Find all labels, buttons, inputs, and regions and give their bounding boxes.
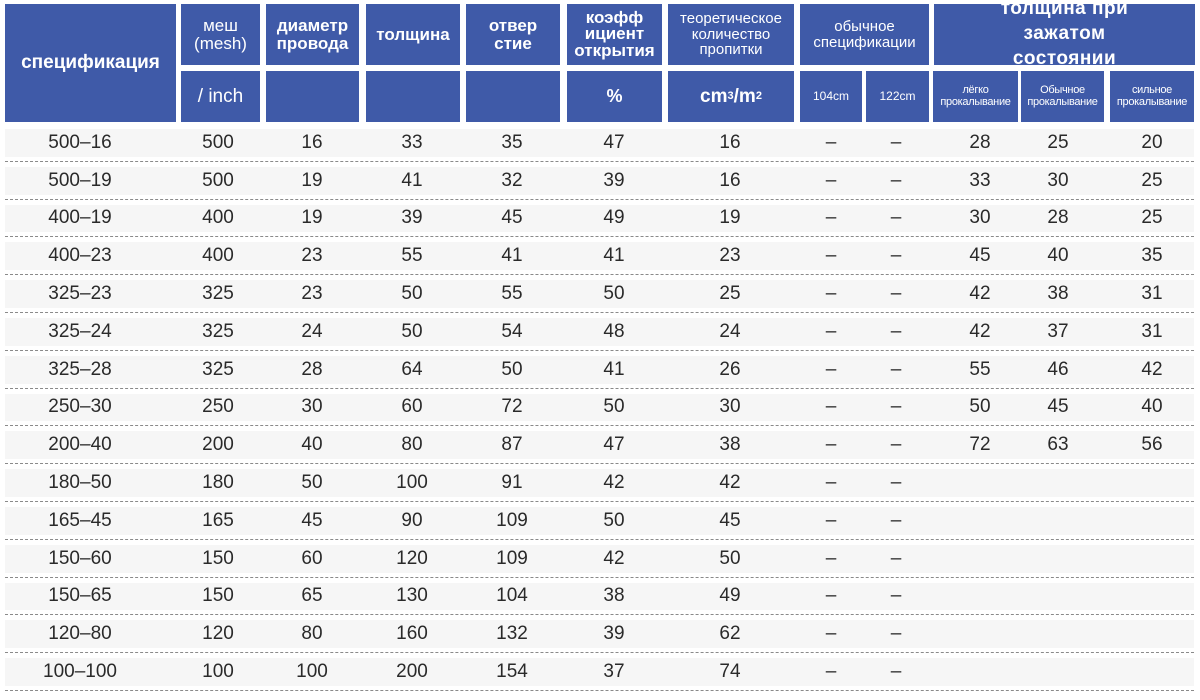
cell-theoretical: 26	[719, 358, 741, 380]
cell-clamped-normal: 38	[1047, 283, 1069, 305]
cell-clamped-strong	[1102, 578, 1200, 616]
cell-theoretical: 38	[719, 434, 741, 456]
cell-clamped-light: 50	[969, 396, 991, 418]
cell-clamped-strong: 25	[1141, 207, 1163, 229]
table-row	[0, 615, 1200, 653]
cell-thickness: 64	[401, 358, 423, 380]
cell-coefficient: 47	[603, 131, 625, 153]
cell-opening: 72	[501, 396, 523, 418]
cell-theoretical: 25	[719, 283, 741, 305]
cell-regular-104: –	[825, 320, 837, 342]
header-diameter: диаметр провода	[266, 4, 359, 65]
table-row	[0, 426, 1200, 464]
cell-mesh: 500	[202, 169, 234, 191]
cell-theoretical: 42	[719, 472, 741, 494]
cell-regular-104: –	[825, 472, 837, 494]
cell-clamped-strong: 31	[1141, 283, 1163, 305]
cell-clamped-normal: 40	[1047, 245, 1069, 267]
unit-exp-3: 3	[727, 89, 734, 102]
table-row	[0, 313, 1200, 351]
header-regular-122: 122cm	[866, 71, 929, 122]
cell-opening: 91	[501, 472, 523, 494]
cell-thickness: 50	[401, 283, 423, 305]
cell-mesh: 325	[202, 358, 234, 380]
cell-regular-104: –	[825, 509, 837, 531]
cell-opening: 104	[496, 585, 528, 607]
cell-thickness: 80	[401, 434, 423, 456]
cell-theoretical: 74	[719, 661, 741, 683]
cell-diameter: 40	[301, 434, 323, 456]
table-row	[0, 200, 1200, 238]
cell-theoretical: 16	[719, 169, 741, 191]
cell-clamped-normal	[1008, 615, 1108, 653]
cell-spec: 400–23	[48, 245, 112, 267]
cell-theoretical: 19	[719, 207, 741, 229]
cell-clamped-light: 55	[969, 358, 991, 380]
header-clamped-normal: Обычное прокалывание	[1021, 71, 1104, 122]
cell-clamped-normal	[1008, 540, 1108, 578]
header-clamped-strong: сильное прокалывание	[1110, 71, 1194, 122]
cell-spec: 100–100	[43, 661, 117, 683]
cell-spec: 325–23	[48, 283, 112, 305]
table-body	[0, 124, 1200, 691]
cell-coefficient: 41	[603, 358, 625, 380]
cell-coefficient: 37	[603, 661, 625, 683]
table-row	[0, 237, 1200, 275]
cell-opening: 87	[501, 434, 523, 456]
cell-clamped-normal	[1008, 578, 1108, 616]
cell-opening: 109	[496, 547, 528, 569]
cell-opening: 55	[501, 283, 523, 305]
table-row	[0, 389, 1200, 427]
cell-clamped-light: 28	[969, 131, 991, 153]
cell-spec: 200–40	[48, 434, 112, 456]
cell-regular-104: –	[825, 283, 837, 305]
cell-opening: 35	[501, 131, 523, 153]
cell-theoretical: 24	[719, 320, 741, 342]
cell-diameter: 23	[301, 245, 323, 267]
cell-mesh: 250	[202, 396, 234, 418]
header-clamped-light: лёгко прокалывание	[933, 71, 1018, 122]
cell-coefficient: 42	[603, 472, 625, 494]
cell-regular-104: –	[825, 207, 837, 229]
cell-clamped-strong: 40	[1141, 396, 1163, 418]
cell-thickness: 60	[401, 396, 423, 418]
cell-opening: 54	[501, 320, 523, 342]
header-coefficient: коэфф ициент открытия	[567, 4, 662, 65]
header-regular-104: 104cm	[800, 71, 862, 122]
cell-thickness: 33	[401, 131, 423, 153]
cell-coefficient: 41	[603, 245, 625, 267]
cell-regular-104: –	[825, 623, 837, 645]
cell-regular-104: –	[825, 169, 837, 191]
header-mesh: меш (mesh)	[181, 4, 260, 65]
cell-regular-122: –	[890, 320, 902, 342]
cell-clamped-light: 30	[969, 207, 991, 229]
cell-mesh: 150	[202, 547, 234, 569]
cell-coefficient: 47	[603, 434, 625, 456]
cell-clamped-normal	[1008, 502, 1108, 540]
header-theoretical: теоретическое количество пропитки	[668, 4, 794, 65]
table-row	[0, 653, 1200, 691]
cell-theoretical: 23	[719, 245, 741, 267]
cell-opening: 109	[496, 509, 528, 531]
cell-diameter: 30	[301, 396, 323, 418]
cell-regular-122: –	[890, 169, 902, 191]
cell-spec: 120–80	[48, 623, 112, 645]
cell-regular-122: –	[890, 472, 902, 494]
header-mesh-unit: / inch	[181, 71, 260, 122]
cell-diameter: 24	[301, 320, 323, 342]
cell-regular-122: –	[890, 358, 902, 380]
cell-thickness: 50	[401, 320, 423, 342]
table-row	[0, 540, 1200, 578]
cell-clamped-light: 42	[969, 283, 991, 305]
cell-clamped-light: 45	[969, 245, 991, 267]
cell-regular-122: –	[890, 245, 902, 267]
cell-clamped-strong: 35	[1141, 245, 1163, 267]
cell-thickness: 41	[401, 169, 423, 191]
row-divider	[5, 690, 1194, 691]
table-row	[0, 502, 1200, 540]
cell-mesh: 400	[202, 245, 234, 267]
cell-theoretical: 62	[719, 623, 741, 645]
unit-m: /m	[733, 85, 756, 107]
cell-opening: 154	[496, 661, 528, 683]
cell-diameter: 45	[301, 509, 323, 531]
cell-spec: 500–16	[48, 131, 112, 153]
cell-mesh: 150	[202, 585, 234, 607]
cell-thickness: 120	[396, 547, 428, 569]
cell-spec: 325–24	[48, 320, 112, 342]
header-theoretical-unit	[668, 71, 794, 122]
cell-thickness: 90	[401, 509, 423, 531]
cell-spec: 250–30	[48, 396, 112, 418]
header-clamped: толщина при зажатом состоянии	[934, 4, 1195, 65]
cell-clamped-normal: 37	[1047, 320, 1069, 342]
cell-coefficient: 50	[603, 509, 625, 531]
cell-clamped-strong: 42	[1141, 358, 1163, 380]
cell-clamped-strong: 56	[1141, 434, 1163, 456]
cell-diameter: 19	[301, 169, 323, 191]
cell-mesh: 100	[202, 661, 234, 683]
cell-spec: 500–19	[48, 169, 112, 191]
cell-diameter: 60	[301, 547, 323, 569]
header-coefficient-unit: %	[567, 71, 662, 122]
cell-regular-122: –	[890, 509, 902, 531]
cell-spec: 180–50	[48, 472, 112, 494]
cell-thickness: 160	[396, 623, 428, 645]
header-spec: спецификация	[5, 4, 176, 122]
cell-regular-122: –	[890, 207, 902, 229]
cell-coefficient: 42	[603, 547, 625, 569]
cell-clamped-normal: 63	[1047, 434, 1069, 456]
cell-clamped-strong: 20	[1141, 131, 1163, 153]
cell-mesh: 120	[202, 623, 234, 645]
cell-opening: 32	[501, 169, 523, 191]
cell-regular-104: –	[825, 547, 837, 569]
cell-coefficient: 49	[603, 207, 625, 229]
cell-clamped-normal: 28	[1047, 207, 1069, 229]
cell-coefficient: 38	[603, 585, 625, 607]
cell-theoretical: 50	[719, 547, 741, 569]
cell-clamped-normal	[1008, 464, 1108, 502]
unit-cm: cm	[700, 85, 728, 107]
cell-spec: 325–28	[48, 358, 112, 380]
cell-clamped-normal	[1008, 653, 1108, 691]
cell-clamped-strong	[1102, 464, 1200, 502]
cell-coefficient: 39	[603, 169, 625, 191]
cell-clamped-normal: 46	[1047, 358, 1069, 380]
cell-thickness: 130	[396, 585, 428, 607]
cell-diameter: 19	[301, 207, 323, 229]
cell-theoretical: 45	[719, 509, 741, 531]
cell-clamped-strong	[1102, 502, 1200, 540]
cell-regular-122: –	[890, 131, 902, 153]
cell-clamped-strong: 25	[1141, 169, 1163, 191]
header-thickness-unit	[366, 71, 460, 122]
cell-regular-122: –	[890, 661, 902, 683]
cell-clamped-light: 72	[969, 434, 991, 456]
cell-theoretical: 30	[719, 396, 741, 418]
cell-regular-104: –	[825, 245, 837, 267]
table-row	[0, 162, 1200, 200]
cell-coefficient: 39	[603, 623, 625, 645]
cell-clamped-normal: 45	[1047, 396, 1069, 418]
cell-thickness: 100	[396, 472, 428, 494]
cell-regular-104: –	[825, 358, 837, 380]
table-row	[0, 124, 1200, 162]
cell-regular-122: –	[890, 585, 902, 607]
cell-mesh: 400	[202, 207, 234, 229]
cell-diameter: 80	[301, 623, 323, 645]
cell-regular-122: –	[890, 434, 902, 456]
cell-diameter: 28	[301, 358, 323, 380]
cell-opening: 50	[501, 358, 523, 380]
cell-spec: 150–60	[48, 547, 112, 569]
cell-thickness: 200	[396, 661, 428, 683]
cell-regular-104: –	[825, 585, 837, 607]
cell-clamped-strong: 31	[1141, 320, 1163, 342]
header-regular-spec: обычное спецификации	[800, 4, 929, 65]
cell-mesh: 180	[202, 472, 234, 494]
cell-opening: 132	[496, 623, 528, 645]
cell-clamped-normal: 25	[1047, 131, 1069, 153]
cell-thickness: 39	[401, 207, 423, 229]
cell-diameter: 65	[301, 585, 323, 607]
cell-mesh: 165	[202, 509, 234, 531]
cell-clamped-strong	[1102, 653, 1200, 691]
table-row	[0, 578, 1200, 616]
cell-diameter: 100	[296, 661, 328, 683]
header-thickness: толщина	[366, 4, 460, 65]
header-diameter-unit	[266, 71, 359, 122]
cell-regular-104: –	[825, 131, 837, 153]
cell-clamped-strong	[1102, 615, 1200, 653]
cell-mesh: 200	[202, 434, 234, 456]
cell-clamped-light: 33	[969, 169, 991, 191]
table-row	[0, 464, 1200, 502]
table-row	[0, 275, 1200, 313]
cell-coefficient: 50	[603, 396, 625, 418]
cell-clamped-strong	[1102, 540, 1200, 578]
cell-spec: 150–65	[48, 585, 112, 607]
cell-thickness: 55	[401, 245, 423, 267]
cell-spec: 400–19	[48, 207, 112, 229]
header-opening-unit	[466, 71, 560, 122]
cell-coefficient: 50	[603, 283, 625, 305]
cell-regular-122: –	[890, 396, 902, 418]
unit-exp-2: 2	[755, 89, 762, 102]
cell-diameter: 16	[301, 131, 323, 153]
cell-regular-122: –	[890, 547, 902, 569]
cell-diameter: 50	[301, 472, 323, 494]
cell-regular-122: –	[890, 623, 902, 645]
cell-regular-104: –	[825, 396, 837, 418]
cell-opening: 45	[501, 207, 523, 229]
cell-clamped-light: 42	[969, 320, 991, 342]
header-opening: отвер стие	[466, 4, 560, 65]
cell-regular-104: –	[825, 434, 837, 456]
cell-regular-122: –	[890, 283, 902, 305]
cell-theoretical: 49	[719, 585, 741, 607]
cell-regular-104: –	[825, 661, 837, 683]
table-row	[0, 351, 1200, 389]
cell-diameter: 23	[301, 283, 323, 305]
cell-clamped-normal: 30	[1047, 169, 1069, 191]
cell-coefficient: 48	[603, 320, 625, 342]
cell-opening: 41	[501, 245, 523, 267]
cell-spec: 165–45	[48, 509, 112, 531]
cell-mesh: 325	[202, 283, 234, 305]
cell-theoretical: 16	[719, 131, 741, 153]
cell-mesh: 500	[202, 131, 234, 153]
cell-mesh: 325	[202, 320, 234, 342]
